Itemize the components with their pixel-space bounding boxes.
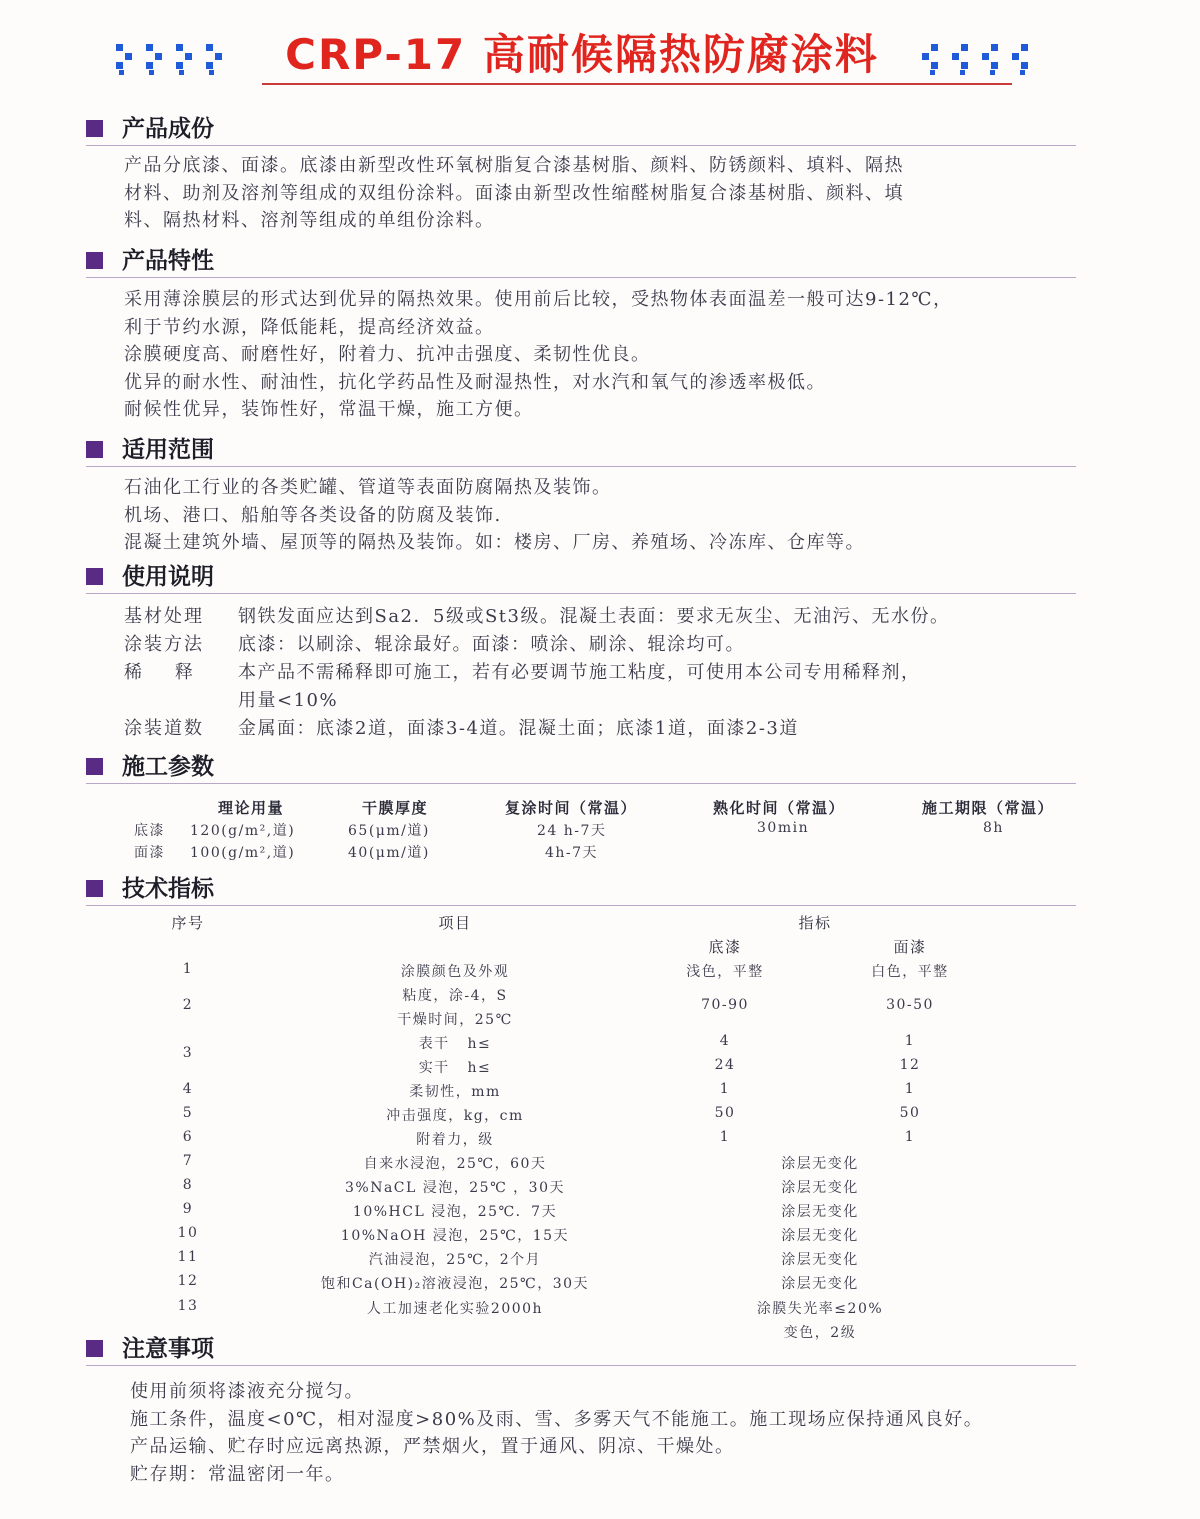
tech-primer: 1 [719,1081,731,1097]
tech-no: 10 [177,1225,199,1241]
tech-item: 干燥时间，25℃ [397,1012,513,1028]
text-line: 产品运输、贮存时应远离热源，严禁烟火，置于通风、阴凉、干燥处。 [130,1436,735,1457]
usage-label: 基材处理 [124,606,204,627]
tech-topcoat: 1 [904,1081,916,1097]
right-arrows-icon [912,40,1042,80]
section-square-icon [86,441,103,458]
tech-no: 5 [182,1105,194,1121]
tech-primer: 24 [714,1057,736,1073]
tech-primer: 70-90 [701,997,749,1013]
section-heading: 产品成份 [122,116,214,142]
title-underline [262,83,1012,85]
tech-topcoat: 30-50 [886,997,934,1013]
tech-item: 汽油浸泡，25℃，2个月 [368,1252,542,1268]
usage-value: 用量<10% [238,690,339,711]
tech-primer: 4 [719,1033,731,1049]
section-scope [86,433,1076,467]
tech-result: 涂层无变化 [781,1252,859,1268]
tech-item: 实干 h≤ [418,1060,492,1076]
params-header: 熟化时间（常温） [713,799,846,817]
tech-item: 人工加速老化实验2000h [366,1301,544,1317]
section-divider [86,593,1076,594]
tech-result: 涂层无变化 [781,1156,859,1172]
usage-label: 稀 释 [124,662,195,683]
section-divider [86,783,1076,784]
text-line: 材料、助剂及溶剂等组成的双组份涂料。面漆由新型改性缩醛树脂复合漆基树脂、颜料、填 [124,182,904,204]
section-divider [86,466,1076,467]
tech-item: 饱和Ca(OH)₂溶液浸泡，25℃，30天 [320,1276,590,1292]
tech-topcoat: 50 [899,1105,921,1121]
section-divider [86,277,1076,278]
section-features [86,244,1076,278]
usage-value: 金属面：底漆2道，面漆3-4道。混凝土面；底漆1道，面漆2-3道 [238,718,799,739]
tech-no: 8 [182,1177,194,1193]
params-cell: 30min [757,820,810,836]
tech-header: 底漆 [708,938,742,956]
tech-result: 涂层无变化 [781,1228,859,1244]
tech-topcoat: 白色，平整 [871,964,949,980]
tech-topcoat: 1 [904,1033,916,1049]
section-params [86,750,1076,784]
text-line: 产品分底漆、面漆。底漆由新型改性环氧树脂复合漆基树脂、颜料、防锈颜料、填料、隔热 [124,155,904,176]
section-square-icon [86,568,103,585]
tech-result: 变色，2级 [783,1325,857,1341]
section-heading: 产品特性 [122,248,214,274]
tech-header: 项目 [438,914,472,932]
composition-text [124,152,1084,235]
tech-no: 12 [177,1273,199,1289]
tech-header: 面漆 [893,938,927,956]
section-heading: 注意事项 [122,1336,214,1362]
tech-result: 涂层无变化 [781,1204,859,1220]
text-line: 混凝土建筑外墙、屋顶等的隔热及装饰。如：楼房、厂房、养殖场、冷冻库、仓库等。 [124,532,865,553]
section-square-icon [86,252,103,269]
tech-item: 柔韧性，mm [409,1084,501,1100]
tech-primer: 50 [714,1105,736,1121]
params-cell: 65(μm/道) [348,823,430,839]
params-cell: 8h [983,820,1004,836]
tech-item: 涂膜颜色及外观 [400,964,510,980]
section-usage [86,560,1076,594]
text-line: 利于节约水源，降低能耗，提高经济效益。 [124,316,495,338]
tech-primer: 浅色，平整 [686,964,764,980]
tech-no: 4 [182,1081,194,1097]
section-heading: 技术指标 [122,876,214,902]
title-banner [112,26,1042,88]
params-header: 复涂时间（常温） [505,799,638,817]
usage-value: 钢铁发面应达到Sa2．5级或St3级。混凝土表面：要求无灰尘、无油污、无水份。 [238,606,950,627]
section-divider [86,905,1076,906]
tech-result: 涂层无变化 [781,1276,859,1292]
section-composition [86,112,1076,146]
tech-no: 9 [182,1201,194,1217]
section-heading: 施工参数 [122,754,214,780]
params-cell: 100(g/m²,道) [190,845,296,861]
section-square-icon [86,880,103,897]
page-title: CRP-17 高耐候隔热防腐涂料 [285,30,879,79]
section-notes [86,1332,1076,1366]
tech-item: 附着力，级 [416,1132,494,1148]
usage-label: 涂装道数 [124,718,204,739]
text-line: 料、隔热材料、溶剂等组成的单组份涂料。 [124,210,495,231]
text-line: 优异的耐水性、耐油性，抗化学药品性及耐湿热性，对水汽和氧气的渗透率极低。 [124,371,826,393]
section-heading: 使用说明 [122,564,214,590]
params-cell: 40(μm/道) [348,845,430,861]
usage-value: 本产品不需稀释即可施工，若有必要调节施工粘度，可使用本公司专用稀释剂， [238,662,921,683]
tech-topcoat: 1 [904,1129,916,1145]
text-line: 涂膜硬度高、耐磨性好，附着力、抗冲击强度、柔韧性优良。 [124,344,651,365]
section-square-icon [86,758,103,775]
params-row-name: 面漆 [134,845,165,861]
tech-result: 涂层无变化 [781,1180,859,1196]
tech-item: 表干 h≤ [418,1036,492,1052]
section-square-icon [86,1340,103,1357]
tech-no: 13 [177,1298,199,1314]
features-text [124,286,1084,424]
params-row-name: 底漆 [134,823,165,839]
params-cell: 24 h-7天 [537,823,607,839]
section-divider [86,1365,1076,1366]
notes-text [130,1378,1090,1488]
tech-item: 10%HCL 浸泡，25℃．7天 [352,1204,558,1220]
tech-item: 10%NaOH 浸泡，25℃，15天 [340,1228,570,1244]
section-heading: 适用范围 [122,437,214,463]
text-line: 石油化工行业的各类贮罐、管道等表面防腐隔热及装饰。 [124,477,612,498]
tech-primer: 1 [719,1129,731,1145]
text-line: 贮存期：常温密闭一年。 [130,1463,345,1485]
section-tech [86,872,1076,906]
tech-result: 涂膜失光率≤20% [756,1301,884,1317]
tech-no: 7 [182,1153,194,1169]
tech-header: 指标 [798,914,832,932]
text-line: 机场、港口、船舶等各类设备的防腐及装饰. [124,504,502,526]
section-square-icon [86,120,103,137]
params-header: 施工期限（常温） [922,799,1055,817]
tech-header: 序号 [171,914,205,932]
tech-no: 11 [177,1249,199,1265]
left-arrows-icon [112,40,242,80]
scope-text [124,474,1084,557]
tech-item: 粘度，涂-4，S [402,988,508,1004]
text-line: 使用前须将漆液充分搅匀。 [130,1381,364,1402]
section-divider [86,145,1076,146]
tech-item: 冲击强度，kg，cm [386,1108,524,1124]
params-header: 干膜厚度 [362,799,429,817]
tech-no: 3 [182,1045,194,1061]
tech-no: 1 [182,961,194,977]
text-line: 施工条件，温度<0℃，相对湿度>80%及雨、雪、多雾天气不能施工。施工现场应保持通风良好。 [130,1408,984,1430]
text-line: 耐候性优异，装饰性好，常温干燥，施工方便。 [124,399,534,420]
tech-no: 2 [182,997,194,1013]
tech-no: 6 [182,1129,194,1145]
params-cell: 120(g/m²,道) [190,823,296,839]
text-line: 采用薄涂膜层的形式达到优异的隔热效果。使用前后比较，受热物体表面温差一般可达9-12℃， [124,289,953,310]
params-cell: 4h-7天 [545,845,599,861]
params-header: 理论用量 [218,799,285,817]
tech-item: 3%NaCL 浸泡，25℃ ，30天 [344,1180,565,1196]
usage-value: 底漆：以刷涂、辊涂最好。面漆：喷涂、刷涂、辊涂均可。 [238,634,745,655]
usage-label: 涂装方法 [124,634,204,655]
tech-item: 自来水浸泡，25℃，60天 [363,1156,547,1172]
tech-topcoat: 12 [899,1057,921,1073]
